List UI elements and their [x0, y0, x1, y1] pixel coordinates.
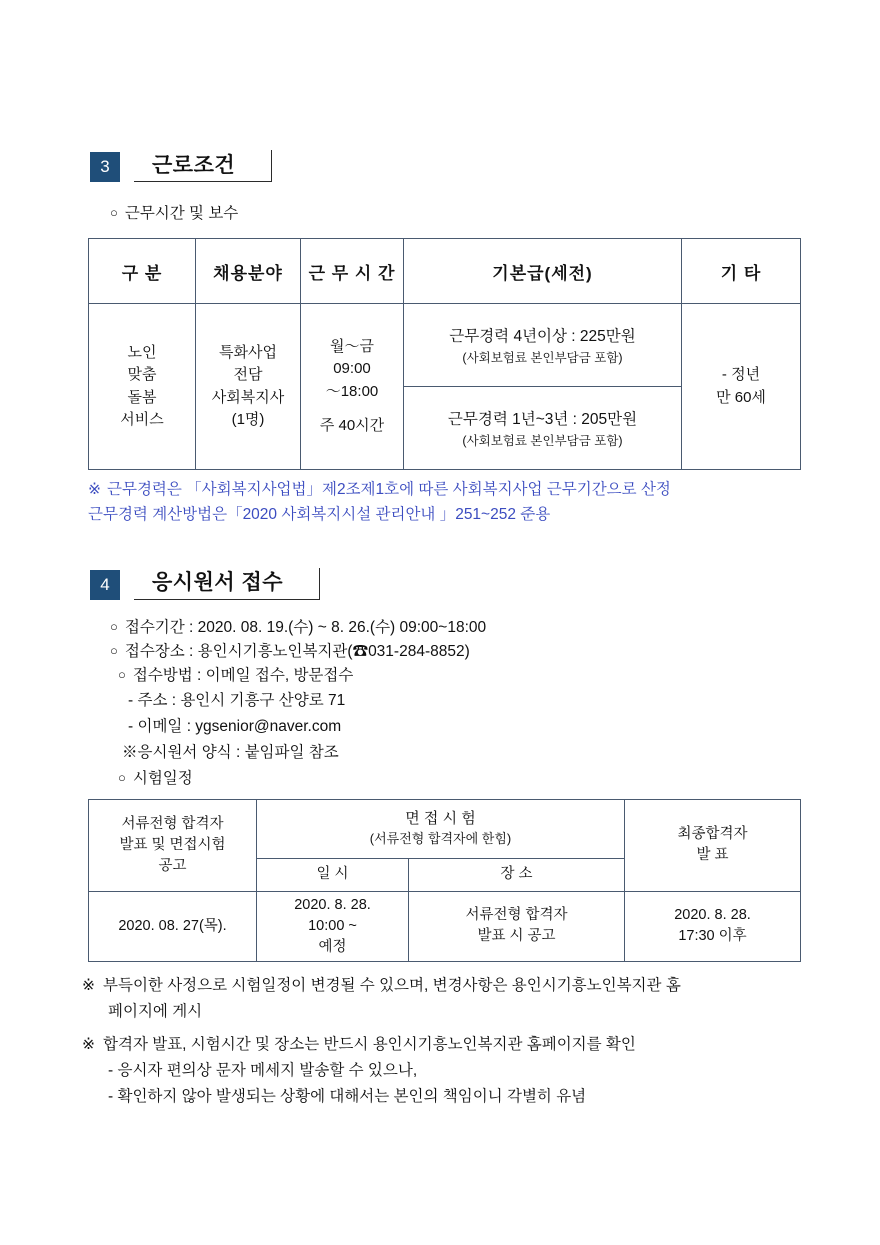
- header-interview: [257, 799, 625, 858]
- cell-announcement-date: 2020. 08. 27(목).: [89, 891, 257, 961]
- footnote-check-homepage-text: 합격자 발표, 시험시간 및 장소는 반드시 용인시기흥노인복지관 홈페이지를 확인: [103, 1035, 636, 1053]
- interview-header-title: 면 접 시 험: [405, 810, 476, 828]
- cell-field: [196, 304, 301, 470]
- application-period-text: 접수기간 : 2020. 08. 19.(수) ~ 8. 26.(수) 09:00~18:00: [124, 618, 487, 636]
- header-base-pay: 기본급(세전): [404, 239, 682, 304]
- exam-schedule-label: 시험일정: [132, 769, 193, 787]
- spacer: [0, 470, 880, 478]
- pay-tier-2-main: 근무경력 1년~3년 : 205만원: [447, 411, 638, 429]
- section-number-badge: 3: [90, 152, 120, 182]
- cell-pay-tier-2: [404, 387, 682, 470]
- note-career-method: [88, 503, 880, 528]
- footnote-schedule-change: [82, 974, 808, 999]
- spacer: [0, 226, 880, 238]
- header-etc: 기 타: [682, 239, 801, 304]
- doc-header-line-1: 서류전형 합격자: [121, 815, 224, 832]
- bullet-application-place: [110, 640, 880, 664]
- final-header-line-1: 최종합격자: [677, 826, 748, 843]
- final-header-line-2: 발 표: [696, 847, 729, 864]
- table-row: [89, 304, 801, 387]
- header-category: 구 분: [89, 239, 196, 304]
- bullet-label: 근무시간 및 보수: [124, 205, 239, 222]
- top-spacer: [0, 0, 880, 150]
- field-line-4: (1명): [231, 411, 265, 429]
- doc-header-line-3: 공고: [158, 857, 187, 874]
- section-title-text: 응시원서 접수: [152, 571, 284, 595]
- header-field: 채용분야: [196, 239, 301, 304]
- table-header-row: [89, 239, 801, 304]
- interview-place-line-1: 서류전형 합격자: [465, 907, 568, 924]
- bullet-application-period: [110, 616, 880, 640]
- cell-pay-tier-1: [404, 304, 682, 387]
- cell-final-result: [625, 891, 801, 961]
- bullet-marker-icon: ○: [110, 642, 118, 658]
- interview-date-line-1: 2020. 8. 28.: [294, 896, 371, 913]
- footnote-sms-note: - 응시자 편의상 문자 메세지 발송할 수 있으나,: [108, 1061, 418, 1079]
- bullet-application-method: [118, 664, 880, 688]
- bullet-exam-schedule: [118, 767, 880, 791]
- header-interview-datetime: 일 시: [257, 858, 409, 891]
- cell-interview-datetime: [257, 891, 409, 961]
- section-heading-work-conditions: [90, 150, 880, 182]
- spacer: [0, 1025, 880, 1033]
- note-marker-icon: ※: [88, 481, 101, 499]
- hours-line-1: 월～금: [330, 337, 374, 355]
- pay-tier-1-sub: (사회보험료 본인부담금 포함): [462, 351, 623, 366]
- etc-line-2: 만 60세: [716, 388, 766, 406]
- hours-line-2: 09:00: [333, 360, 371, 378]
- table-header-row: [89, 799, 801, 858]
- cell-etc: [682, 304, 801, 470]
- section-title-underline: [134, 568, 320, 600]
- footnote-marker-icon: ※: [82, 976, 95, 994]
- interview-date-line-2: 10:00 ~: [308, 917, 357, 934]
- cell-interview-place: [409, 891, 625, 961]
- note-career-calculation: [88, 478, 880, 503]
- etc-line-1: - 정년: [721, 366, 761, 384]
- spacer: [0, 600, 880, 616]
- table-row: [89, 891, 801, 961]
- spacer: [0, 962, 880, 974]
- header-work-hours: 근 무 시 간: [301, 239, 404, 304]
- category-line-3: 돌봄: [127, 388, 157, 406]
- category-line-2: 맞춤: [127, 366, 157, 384]
- application-method-text: 접수방법 : 이메일 접수, 방문접수: [132, 666, 354, 684]
- pay-tier-1-main: 근무경력 4년이상 : 225만원: [449, 328, 636, 346]
- spacer: [0, 528, 880, 568]
- field-line-1: 특화사업: [219, 343, 277, 361]
- hours-line-3: ～18:00: [325, 382, 379, 400]
- interview-date-line-3: 예정: [318, 938, 347, 955]
- spacer: [0, 791, 880, 799]
- section-title-underline: [134, 150, 272, 182]
- hours-gap: [303, 403, 401, 415]
- application-email: - 이메일 : ygsenior@naver.com: [128, 718, 342, 735]
- header-document-screening: [89, 799, 257, 891]
- application-place-text: 접수장소 : 용인시기흥노인복지관(☎031-284-8852): [124, 642, 470, 660]
- header-interview-place: 장 소: [409, 858, 625, 891]
- cell-work-hours: [301, 304, 404, 470]
- exam-schedule-table: [88, 799, 801, 962]
- header-final-result: [625, 799, 801, 891]
- note-line-1: 근무경력은 「사회복지사업법」제2조제1호에 따른 사회복지사업 근무기간으로 산정: [107, 481, 671, 499]
- section-number-badge: 4: [90, 570, 120, 600]
- footnote-marker-icon: ※: [82, 1035, 95, 1053]
- work-conditions-table: [88, 238, 801, 470]
- footnote-check-homepage: [82, 1033, 808, 1058]
- bullet-marker-icon: ○: [118, 769, 126, 785]
- field-line-3: 사회복지사: [211, 388, 285, 406]
- application-address: - 주소 : 용인시 기흥구 산양로 71: [128, 691, 346, 709]
- cell-category: [89, 304, 196, 470]
- bullet-marker-icon: ○: [110, 205, 118, 220]
- doc-header-line-2: 발표 및 면접시험: [119, 836, 226, 853]
- spacer: [0, 182, 880, 202]
- note-line-2: 근무경력 계산방법은「2020 사회복지시설 관리안내 」251~252 준용: [88, 505, 551, 523]
- section-heading-application: [90, 568, 880, 600]
- interview-header-note: (서류전형 합격자에 한힘): [369, 831, 512, 847]
- footnote-schedule-change-text: 부득이한 사정으로 시험일정이 변경될 수 있으며, 변경사항은 용인시기흥노인복지관 홈: [103, 976, 681, 994]
- bullet-marker-icon: ○: [110, 618, 118, 634]
- interview-place-line-2: 발표 시 공고: [477, 928, 556, 945]
- bullet-work-hours-pay: [110, 202, 880, 226]
- footnote-responsibility: - 확인하지 않아 발생되는 상황에 대해서는 본인의 책임이니 각별히 유념: [108, 1088, 587, 1106]
- application-form-note: ※응시원서 양식 : 붙임파일 참조: [122, 744, 339, 762]
- category-line-4: 서비스: [120, 411, 164, 429]
- bullet-marker-icon: ○: [118, 666, 126, 682]
- section-title-text: 근로조건: [152, 153, 236, 177]
- field-line-2: 전담: [233, 366, 263, 384]
- final-line-2: 17:30 이후: [678, 928, 747, 945]
- final-line-1: 2020. 8. 28.: [674, 907, 751, 924]
- category-line-1: 노인: [127, 343, 157, 361]
- hours-line-5: 주 40시간: [319, 417, 385, 435]
- footnote-schedule-change-cont: 페이지에 게시: [108, 1002, 203, 1020]
- pay-tier-2-sub: (사회보험료 본인부담금 포함): [462, 434, 623, 449]
